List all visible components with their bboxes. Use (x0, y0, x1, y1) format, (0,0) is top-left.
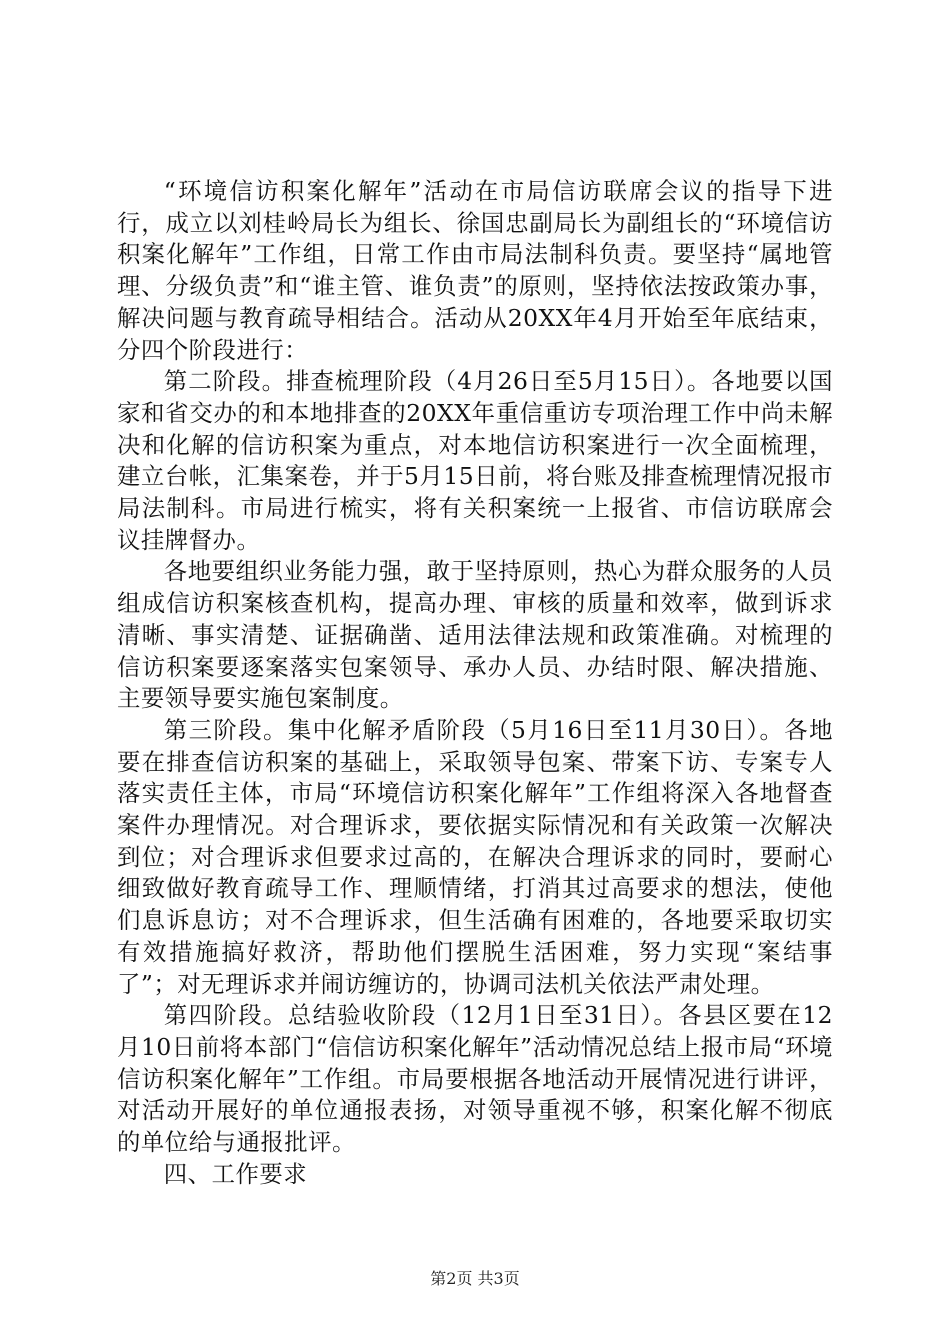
paragraph-activity-overview: “环境信访积案化解年”活动在市局信访联席会议的指导下进行，成立以刘桂岭局长为组长、徐国忠副局长为副组长的“环境信访积案化解年”工作组，日常工作由市局法制科负责。要坚持“属地管理、分级负责”和“谁主管、谁负责”的原则，坚持依法按政策办事，解决问题与教育疏导相结合。活动从20XX年4月开始至年底结束，分四个阶段进行： (117, 177, 833, 364)
paragraph-stage-two: 第二阶段。排查梳理阶段（4月26日至5月15日）。各地要以国家和省交办的和本地排查的20XX年重信重访专项治理工作中尚未解决和化解的信访积案为重点，对本地信访积案进行一次全面梳理，建立台帐，汇集案卷，并于5月15日前，将台账及排查梳理情况报市局法制科。市局进行梳实，将有关积案统一上报省、市信访联席会议挂牌督办。 (117, 367, 833, 554)
document-body (117, 176, 833, 1191)
section-heading-work-requirements: 四、工作要求 (163, 1159, 308, 1188)
paragraph-stage-four: 第四阶段。总结验收阶段（12月1日至31日）。各县区要在12月10日前将本部门“信信访积案化解年”活动情况总结上报市局“环境信访积案化解年”工作组。市局要根据各地活动开展情况进行讲评，对活动开展好的单位通报表扬，对领导重视不够，积案化解不彻底的单位给与通报批评。 (117, 1001, 833, 1157)
paragraph-verification-body: 各地要组织业务能力强，敢于坚持原则，热心为群众服务的人员组成信访积案核查机构，提高办理、审核的质量和效率，做到诉求清晰、事实清楚、证据确凿、适用法律法规和政策准确。对梳理的信访积案要逐案落实包案领导、承办人员、办结时限、解决措施、主要领导要实施包案制度。 (117, 557, 833, 713)
page-footer: 第2页 共3页 (430, 1269, 520, 1288)
paragraph-stage-three: 第三阶段。集中化解矛盾阶段（5月16日至11月30日）。各地要在排查信访积案的基础上，采取领导包案、带案下访、专案专人落实责任主体，市局“环境信访积案化解年”工作组将深入各地督查案件办理情况。对合理诉求，要依据实际情况和有关政策一次解决到位；对合理诉求但要求过高的，在解决合理诉求的同时，要耐心细致做好教育疏导工作、理顺情绪，打消其过高要求的想法，使他们息诉息访；对不合理诉求，但生活确有困难的，各地要采取切实有效措施搞好救济，帮助他们摆脱生活困难，努力实现“案结事了”；对无理诉求并闹访缠访的，协调司法机关依法严肃处理。 (117, 715, 833, 998)
